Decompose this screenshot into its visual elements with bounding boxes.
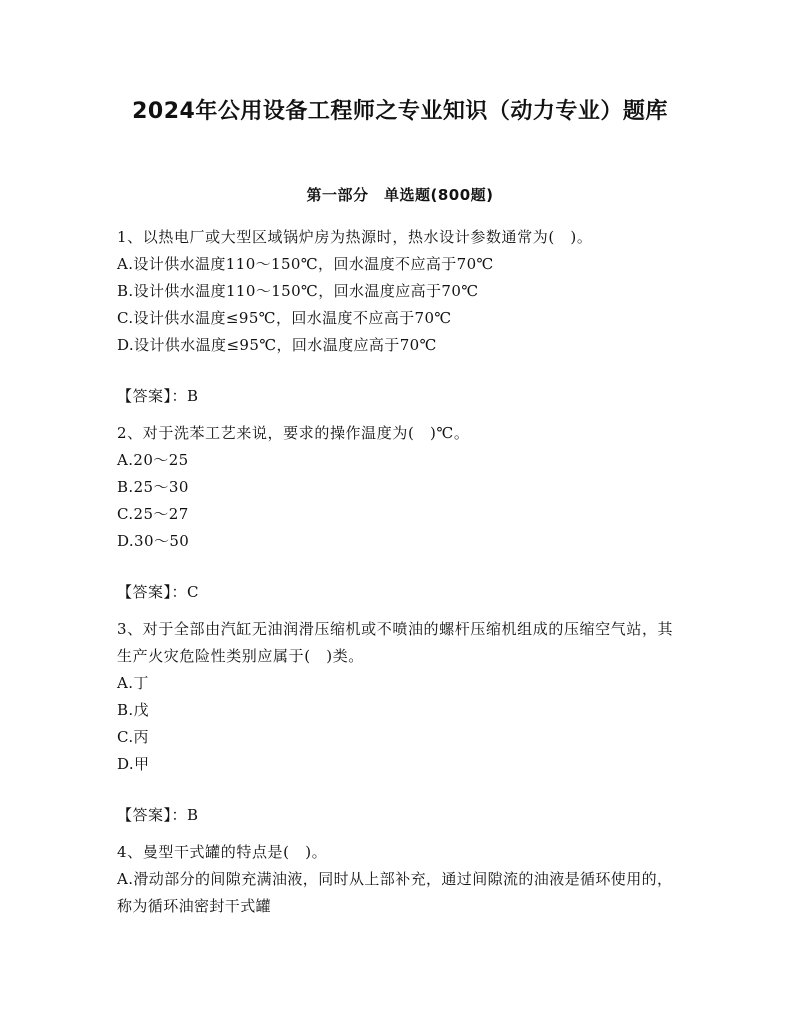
- question-2: [117, 420, 677, 606]
- option-c: C.25～27: [117, 505, 189, 523]
- option-list: [117, 447, 677, 555]
- document-title: 2024年公用设备工程师之专业知识（动力专业）题库: [132, 99, 668, 124]
- option-a: A.设计供水温度110～150℃，回水温度不应高于70℃: [117, 255, 494, 273]
- option-list: [117, 251, 677, 359]
- option-c: C.设计供水温度≤95℃，回水温度不应高于70℃: [117, 309, 452, 327]
- answer-value: B: [187, 387, 199, 405]
- question-stem: 4、曼型干式罐的特点是( )。: [117, 843, 328, 861]
- answer-line: [117, 802, 677, 829]
- answer-label: 【答案】：: [117, 583, 188, 601]
- answer-line: [117, 383, 677, 410]
- answer-value: B: [187, 806, 199, 824]
- question-stem: 3、对于全部由汽缸无油润滑压缩机或不喷油的螺杆压缩机组成的压缩空气站，其生产火灾危险性类别应属于( )类。: [117, 620, 674, 665]
- option-list: [117, 670, 677, 778]
- option-c: C.丙: [117, 728, 149, 746]
- option-d: D.设计供水温度≤95℃，回水温度应高于70℃: [117, 336, 437, 354]
- answer-label: 【答案】：: [117, 387, 188, 405]
- option-list: [117, 866, 677, 920]
- question-list: [117, 224, 677, 920]
- option-a: A.滑动部分的间隙充满油液，同时从上部补充，通过间隙流的油液是循环使用的，称为循环油密封干式罐: [117, 870, 673, 915]
- question-stem: 1、以热电厂或大型区域锅炉房为热源时，热水设计参数通常为( )。: [117, 228, 593, 246]
- option-a: A.丁: [117, 674, 149, 692]
- question-4: [117, 839, 677, 920]
- option-b: B.设计供水温度110～150℃，回水温度应高于70℃: [117, 282, 479, 300]
- question-1: [117, 224, 677, 410]
- section-title: 第一部分 单选题(800题): [306, 186, 494, 204]
- answer-line: [117, 579, 677, 606]
- option-a: A.20～25: [117, 451, 189, 469]
- option-b: B.戊: [117, 701, 149, 719]
- answer-value: C: [187, 583, 199, 601]
- question-3: [117, 616, 677, 829]
- option-d: D.30～50: [117, 532, 190, 550]
- answer-label: 【答案】：: [117, 806, 188, 824]
- option-b: B.25～30: [117, 478, 189, 496]
- option-d: D.甲: [117, 755, 150, 773]
- question-stem: 2、对于洗苯工艺来说，要求的操作温度为( )℃。: [117, 424, 470, 442]
